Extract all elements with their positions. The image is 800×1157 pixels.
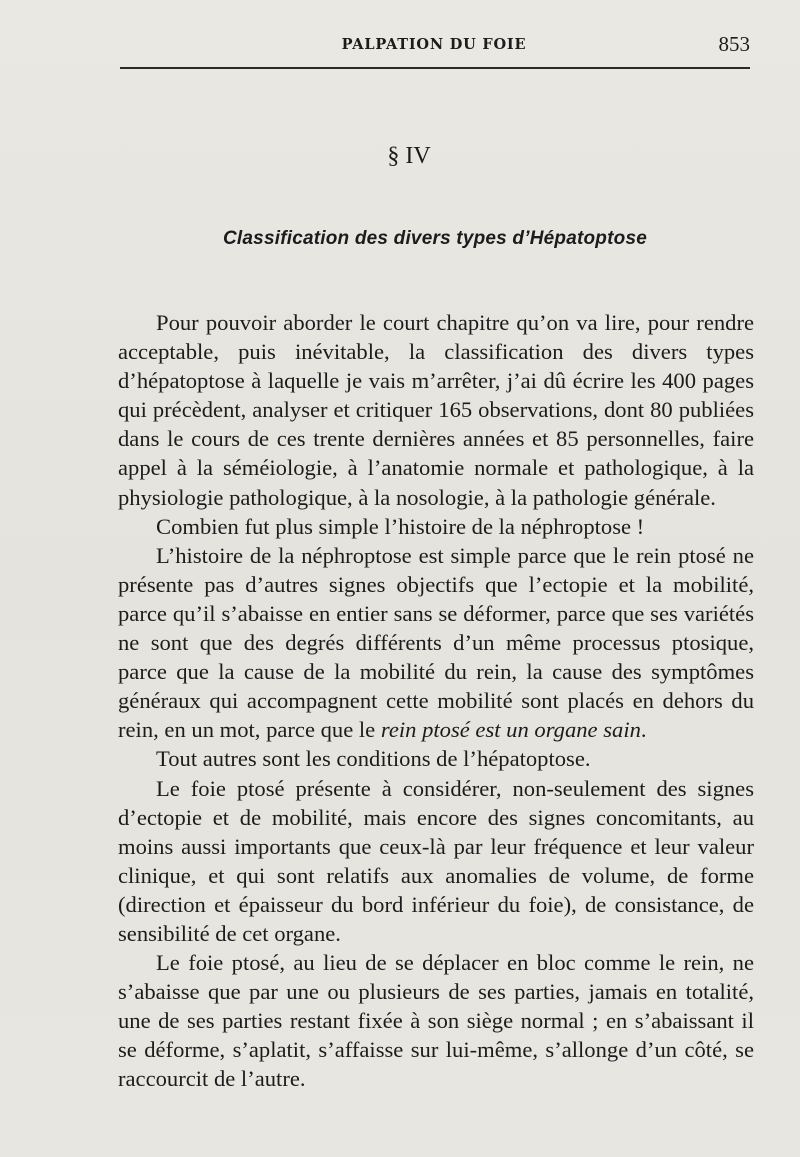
paragraph-5: Le foie ptosé présente à considérer, non-seulement des signes d’ectopie et de mobilité, mais encore des signes concomitants, au moins aussi importants que ceux-là par leur fréquence et leur valeur clinique, et qui sont relatifs aux anomalies de volume, de forme (direction et épaisseur du bord inférieur du foie), de consistance, de sensibilité de cet organe. — [118, 775, 754, 946]
paragraph-3 — [118, 541, 754, 745]
page-header — [118, 30, 750, 70]
page-number: 853 — [718, 32, 750, 56]
paragraph-3-text-before: L’histoire de la néphroptose est simple parce que le rein ptosé ne présente pas d’autres signes objectifs que l’ectopie et la mobilité, parce qu’il s’abaisse en entier sans se déformer, parce que ses variétés ne sont que des degrés différents d’un même processus ptosique, parce que la cause de la mobilité du rein, la cause des symptômes généraux qui accompagnent cette mobilité sont placés en dehors du rein, en un mot, parce que le — [118, 542, 754, 743]
paragraph-1: Pour pouvoir aborder le court chapitre qu’on va lire, pour rendre acceptable, puis inévitable, la classification des divers types d’hépatoptose à laquelle je vais m’arrêter, j’ai dû écrire les 400 pages qui précèdent, analyser et critiquer 165 observations, dont 80 publiées dans le cours de ces trente dernières années et 85 personnelles, faire appel à la séméiologie, à l’anatomie normale et pathologique, à la physiologie pathologique, à la nosologie, à la pathologie générale. — [118, 310, 754, 510]
paragraph-6: Le foie ptosé, au lieu de se déplacer en bloc comme le rein, ne s’abaisse que par une ou plusieurs de ses parties, jamais en totalité, une de ses parties restant fixée à son siège normal ; en s’abaissant il se déforme, s’aplatit, s’affaisse sur lui-même, s’allonge d’un côté, se raccourcit de l’autre. — [118, 950, 754, 1092]
section-number: § IV — [387, 143, 431, 169]
paragraph-2: Combien fut plus simple l’histoire de la néphroptose ! — [156, 513, 645, 539]
running-title: PALPATION DU FOIE — [341, 36, 527, 53]
paragraph-3-text-after: . — [640, 717, 647, 743]
body-text — [118, 308, 754, 1094]
paragraph-4: Tout autres sont les conditions de l’hépatoptose. — [156, 746, 591, 772]
paragraph-3-emphasis: rein ptosé est un organe sain — [380, 717, 641, 743]
header-rule — [120, 67, 750, 69]
section-heading: Classification des divers types d’Hépatoptose — [223, 228, 647, 249]
